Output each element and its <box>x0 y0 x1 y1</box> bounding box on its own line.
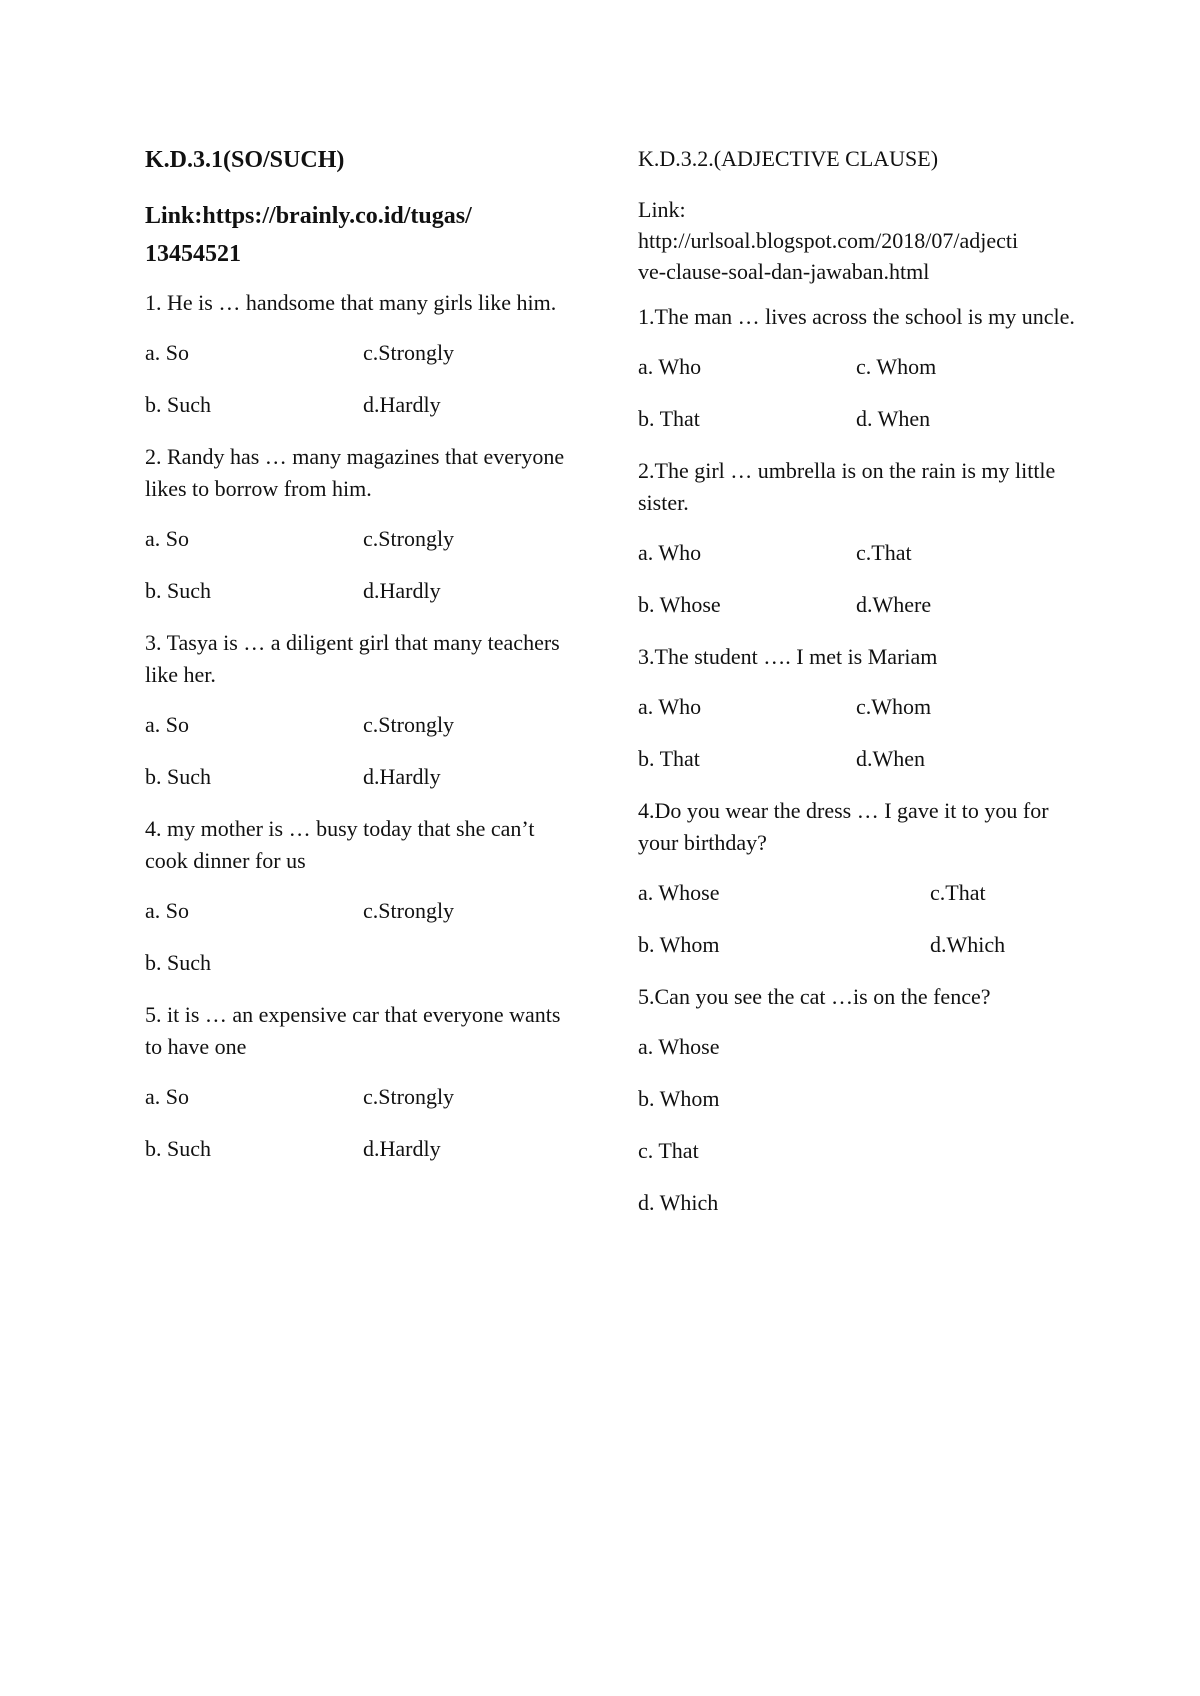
question-2: 2.The girl … umbrella is on the rain is my little sister. <box>638 458 1056 515</box>
option-a: a. So <box>145 898 189 923</box>
option-b: b. Such <box>145 764 211 789</box>
options-row <box>145 709 565 741</box>
option-c: c. That <box>638 1138 699 1163</box>
option-c: c.Strongly <box>363 526 455 551</box>
option-d: d. Which <box>638 1190 719 1215</box>
option-d: d.Hardly <box>363 392 441 417</box>
option-b: b. Such <box>145 578 211 603</box>
option-c: c.Whom <box>856 694 932 719</box>
option-d: d.Hardly <box>363 1136 441 1161</box>
question-5: 5. it is … an expensive car that everyone wants to have one <box>145 1002 561 1059</box>
option-b: b. Such <box>145 950 211 975</box>
right-column <box>638 144 1078 1239</box>
left-column <box>145 144 565 1185</box>
options-row <box>145 1133 565 1165</box>
option-a: a. So <box>145 526 189 551</box>
question-5: 5.Can you see the cat …is on the fence? <box>638 984 991 1009</box>
question-2: 2. Randy has … many magazines that everyone likes to borrow from him. <box>145 444 565 501</box>
question-1: 1. He is … handsome that many girls like him. <box>145 290 557 315</box>
options-row <box>638 403 1078 435</box>
options-row <box>145 523 565 555</box>
option-c: c.Strongly <box>363 1084 455 1109</box>
section-heading-adjective-clause: K.D.3.2.(ADJECTIVE CLAUSE) <box>638 146 939 171</box>
question-4: 4. my mother is … busy today that she can’t cook dinner for us <box>145 816 535 873</box>
question-1: 1.The man … lives across the school is my uncle. <box>638 304 1075 329</box>
option-b: b. Such <box>145 392 211 417</box>
question-3: 3. Tasya is … a diligent girl that many teachers like her. <box>145 630 560 687</box>
options-row <box>145 947 565 979</box>
option-a: a. Whose <box>638 1034 720 1059</box>
options-row <box>638 743 1078 775</box>
options-row <box>145 761 565 793</box>
option-c: c.That <box>930 880 986 905</box>
option-a: a. Who <box>638 354 702 379</box>
option-d: d.Hardly <box>363 578 441 603</box>
option-d: d.Which <box>930 932 1006 957</box>
option-a: a. So <box>145 340 189 365</box>
option-b: b. Whose <box>638 592 721 617</box>
options-row <box>638 877 1078 909</box>
option-b: b. Whom <box>638 932 720 957</box>
options-row <box>638 351 1078 383</box>
options-row <box>638 589 1078 621</box>
option-c: c.That <box>856 540 912 565</box>
source-link-urlsoal[interactable] <box>638 194 1078 287</box>
option-a: a. Who <box>638 540 702 565</box>
options-row <box>145 1081 565 1113</box>
options-row <box>638 929 1078 961</box>
source-link-url-line-1: http://urlsoal.blogspot.com/2018/07/adjecti <box>638 228 1019 253</box>
question-4: 4.Do you wear the dress … I gave it to you for your birthday? <box>638 798 1049 855</box>
options-row <box>638 537 1078 569</box>
option-b: b. Whom <box>638 1086 720 1111</box>
option-a: a. So <box>145 712 189 737</box>
question-3: 3.The student …. I met is Mariam <box>638 644 938 669</box>
option-a: a. So <box>145 1084 189 1109</box>
options-row <box>145 337 565 369</box>
option-c: c. Whom <box>856 354 937 379</box>
source-link-label: Link: <box>638 197 686 222</box>
source-link-brainly[interactable] <box>145 197 565 273</box>
option-a: a. Who <box>638 694 702 719</box>
section-heading-so-such: K.D.3.1(SO/SUCH) <box>145 147 345 173</box>
options-row <box>145 895 565 927</box>
option-d: d.When <box>856 746 926 771</box>
option-c: c.Strongly <box>363 340 455 365</box>
option-b: b. Such <box>145 1136 211 1161</box>
options-row <box>145 575 565 607</box>
options-row <box>145 389 565 421</box>
option-d: d.Where <box>856 592 932 617</box>
source-link-url-line-2: ve-clause-soal-dan-jawaban.html <box>638 259 930 284</box>
option-d: d.Hardly <box>363 764 441 789</box>
option-a: a. Whose <box>638 880 720 905</box>
option-d: d. When <box>856 406 931 431</box>
option-b: b. That <box>638 406 700 431</box>
source-link-line-2: 13454521 <box>145 241 241 267</box>
option-c: c.Strongly <box>363 712 455 737</box>
option-b: b. That <box>638 746 700 771</box>
source-link-line-1: Link:https://brainly.co.id/tugas/ <box>145 203 472 229</box>
option-c: c.Strongly <box>363 898 455 923</box>
options-row <box>638 691 1078 723</box>
